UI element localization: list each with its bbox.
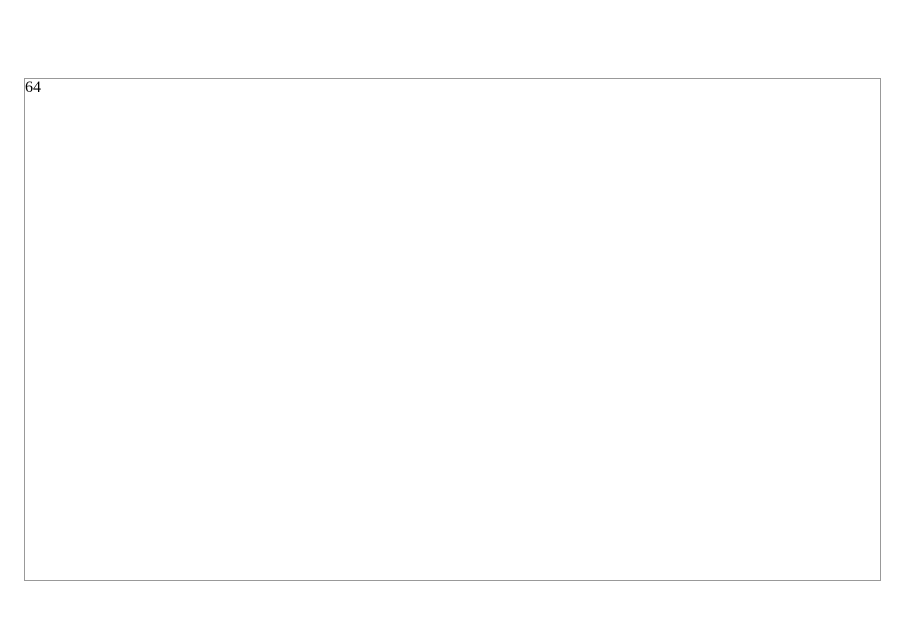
document-placeholder: [24, 78, 881, 581]
page-number: 64: [25, 79, 41, 96]
